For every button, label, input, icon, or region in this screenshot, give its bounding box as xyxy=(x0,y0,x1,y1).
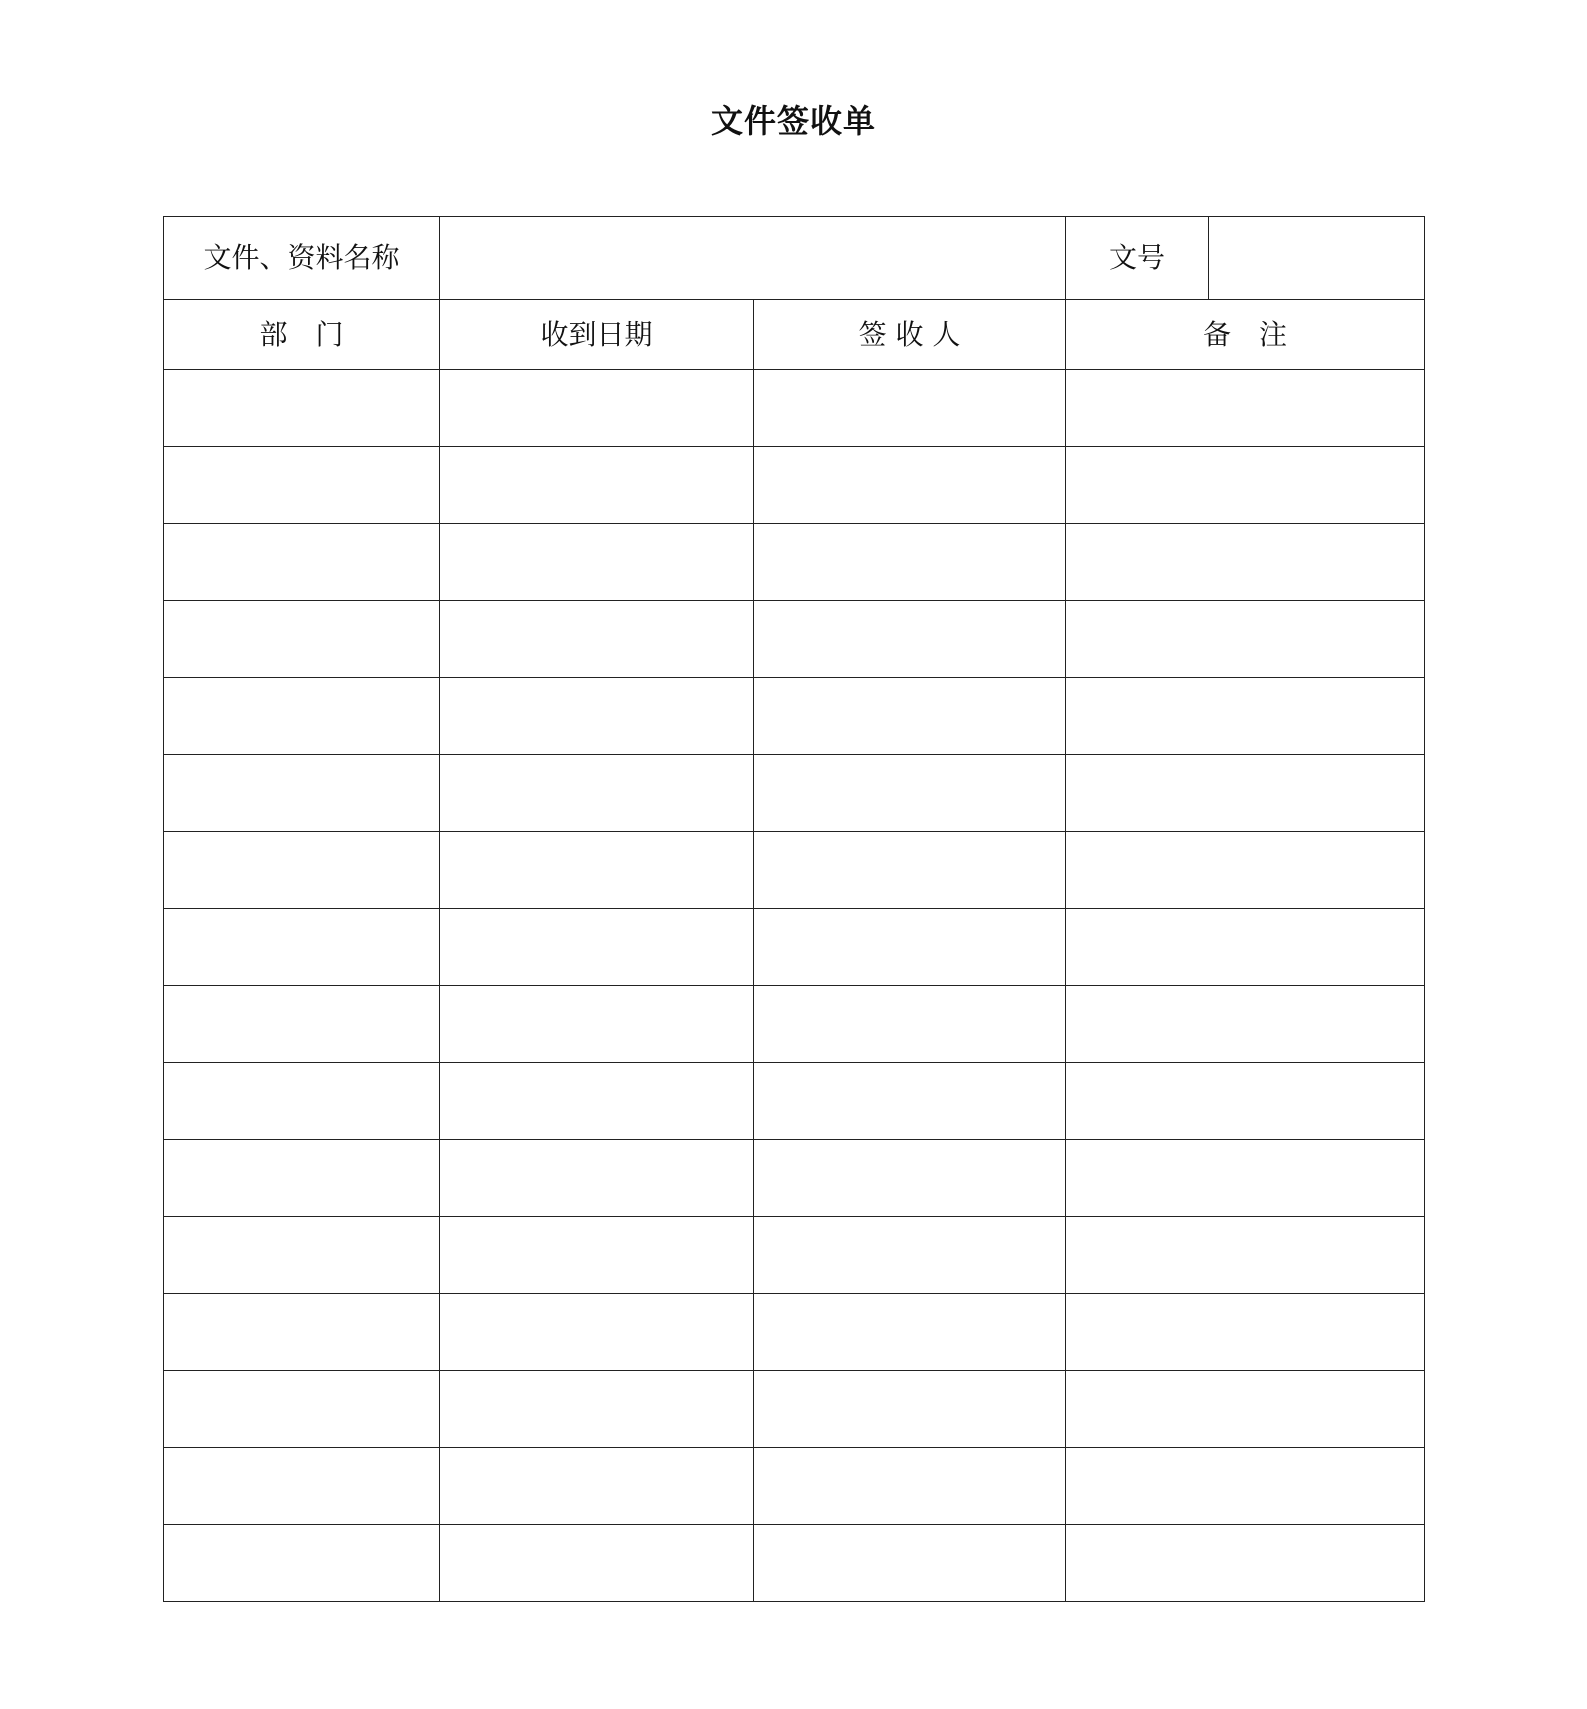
remarks-cell[interactable] xyxy=(1066,1525,1425,1602)
received-date-cell[interactable] xyxy=(440,1525,754,1602)
column-header-department: 部 门 xyxy=(164,300,440,370)
received-date-cell[interactable] xyxy=(440,1140,754,1217)
remarks-cell[interactable] xyxy=(1066,601,1425,678)
table-row xyxy=(164,909,1425,986)
signer-cell[interactable] xyxy=(754,909,1066,986)
remarks-cell[interactable] xyxy=(1066,1294,1425,1371)
document-number-label: 文号 xyxy=(1066,217,1209,300)
signer-cell[interactable] xyxy=(754,755,1066,832)
remarks-cell[interactable] xyxy=(1066,678,1425,755)
department-cell[interactable] xyxy=(164,1525,440,1602)
table-row xyxy=(164,601,1425,678)
remarks-cell[interactable] xyxy=(1066,1140,1425,1217)
remarks-cell[interactable] xyxy=(1066,1371,1425,1448)
received-date-cell[interactable] xyxy=(440,447,754,524)
signer-cell[interactable] xyxy=(754,1140,1066,1217)
table-row xyxy=(164,1525,1425,1602)
remarks-cell[interactable] xyxy=(1066,909,1425,986)
column-header-received-date: 收到日期 xyxy=(440,300,754,370)
received-date-cell[interactable] xyxy=(440,909,754,986)
department-cell[interactable] xyxy=(164,678,440,755)
remarks-cell[interactable] xyxy=(1066,1217,1425,1294)
signer-cell[interactable] xyxy=(754,1448,1066,1525)
received-date-cell[interactable] xyxy=(440,678,754,755)
signer-cell[interactable] xyxy=(754,447,1066,524)
remarks-cell[interactable] xyxy=(1066,524,1425,601)
received-date-cell[interactable] xyxy=(440,832,754,909)
table-row xyxy=(164,1140,1425,1217)
table-row xyxy=(164,447,1425,524)
document-number-field[interactable] xyxy=(1209,217,1425,300)
column-header-row xyxy=(164,300,1425,370)
signer-cell[interactable] xyxy=(754,986,1066,1063)
signer-cell[interactable] xyxy=(754,601,1066,678)
received-date-cell[interactable] xyxy=(440,601,754,678)
department-cell[interactable] xyxy=(164,447,440,524)
signer-cell[interactable] xyxy=(754,1525,1066,1602)
signer-cell[interactable] xyxy=(754,1217,1066,1294)
table-row xyxy=(164,524,1425,601)
page-title: 文件签收单 xyxy=(710,102,876,140)
remarks-cell[interactable] xyxy=(1066,447,1425,524)
column-header-remarks: 备 注 xyxy=(1066,300,1425,370)
department-cell[interactable] xyxy=(164,1294,440,1371)
received-date-cell[interactable] xyxy=(440,1217,754,1294)
department-cell[interactable] xyxy=(164,986,440,1063)
remarks-cell[interactable] xyxy=(1066,1448,1425,1525)
signer-cell[interactable] xyxy=(754,1063,1066,1140)
table-row xyxy=(164,832,1425,909)
table-row xyxy=(164,370,1425,447)
received-date-cell[interactable] xyxy=(440,370,754,447)
signer-cell[interactable] xyxy=(754,1294,1066,1371)
department-cell[interactable] xyxy=(164,755,440,832)
table-row xyxy=(164,755,1425,832)
remarks-cell[interactable] xyxy=(1066,370,1425,447)
department-cell[interactable] xyxy=(164,1140,440,1217)
remarks-cell[interactable] xyxy=(1066,755,1425,832)
signer-cell[interactable] xyxy=(754,370,1066,447)
table-row xyxy=(164,678,1425,755)
department-cell[interactable] xyxy=(164,601,440,678)
table-row xyxy=(164,986,1425,1063)
received-date-cell[interactable] xyxy=(440,1371,754,1448)
received-date-cell[interactable] xyxy=(440,986,754,1063)
table-row xyxy=(164,1371,1425,1448)
received-date-cell[interactable] xyxy=(440,755,754,832)
document-name-row xyxy=(164,217,1425,300)
received-date-cell[interactable] xyxy=(440,1294,754,1371)
table-row xyxy=(164,1217,1425,1294)
department-cell[interactable] xyxy=(164,524,440,601)
signer-cell[interactable] xyxy=(754,1371,1066,1448)
remarks-cell[interactable] xyxy=(1066,1063,1425,1140)
department-cell[interactable] xyxy=(164,1063,440,1140)
department-cell[interactable] xyxy=(164,1371,440,1448)
received-date-cell[interactable] xyxy=(440,1448,754,1525)
signer-cell[interactable] xyxy=(754,524,1066,601)
department-cell[interactable] xyxy=(164,1217,440,1294)
department-cell[interactable] xyxy=(164,832,440,909)
remarks-cell[interactable] xyxy=(1066,986,1425,1063)
signer-cell[interactable] xyxy=(754,832,1066,909)
remarks-cell[interactable] xyxy=(1066,832,1425,909)
department-cell[interactable] xyxy=(164,1448,440,1525)
received-date-cell[interactable] xyxy=(440,1063,754,1140)
document-name-label: 文件、资料名称 xyxy=(164,217,440,300)
department-cell[interactable] xyxy=(164,370,440,447)
document-name-field[interactable] xyxy=(440,217,1066,300)
received-date-cell[interactable] xyxy=(440,524,754,601)
table-row xyxy=(164,1063,1425,1140)
receipt-table xyxy=(163,216,1425,1602)
table-row xyxy=(164,1294,1425,1371)
table-row xyxy=(164,1448,1425,1525)
column-header-signer: 签 收 人 xyxy=(754,300,1066,370)
department-cell[interactable] xyxy=(164,909,440,986)
signer-cell[interactable] xyxy=(754,678,1066,755)
